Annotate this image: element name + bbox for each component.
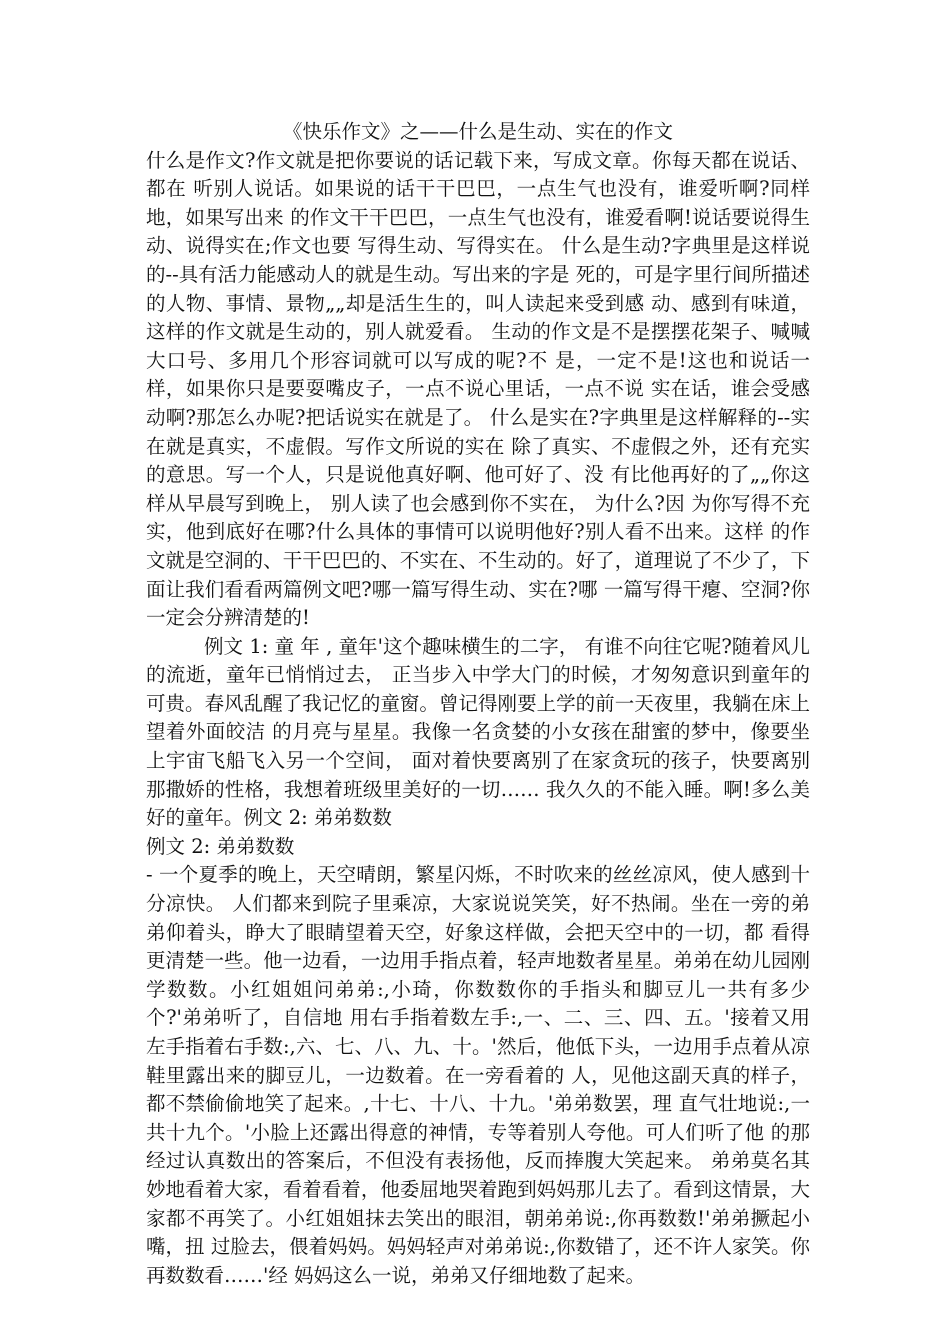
document-page: [146, 118, 810, 1290]
intro-paragraph: 什么是作文?作文就是把你要说的话记载下来，写成文章。你每天都在说话、都在 听别人说话。如果说的话干干巴巴，一点生气也没有，谁爱听啊?同样地，如果写出来 的作文干干巴巴，一点生气也没有，谁爱看啊!说话要说得生动、说得实在;作文也要 写得生动、写得实在。 什么是生动?字典里是这样说的--具有活力能感动人的就是生动。写出来的字是 死的，可是字里行间所描述的人物、事情、景物„„却是活生生的，叫人读起来受到感 动、感到有味道，这样的作文就是生动的，别人就爱看。 生动的作文是不是摆摆花架子、喊喊大口号、多用几个形容词就可以写成的呢?不 是，一定不是!这也和说话一样，如果你只是要耍嘴皮子，一点不说心里话，一点不说 实在话，谁会受感动啊?那怎么办呢?把话说实在就是了。 什么是实在?字典里是这样解释的--实在就是真实，不虚假。写作文所说的实在 除了真实、不虚假之外，还有充实的意思。写一个人，只是说他真好啊、他可好了、没 有比他再好的了„„你这样从早晨写到晚上， 别人读了也会感到你不实在， 为什么?因 为你写得不充实，他到底好在哪?什么具体的事情可以说明他好?别人看不出来。这样 的作文就是空洞的、干干巴巴的、不实在、不生动的。好了，道理说了不少了，下面让我们看看两篇例文吧?哪一篇写得生动、实在?哪 一篇写得干瘪、空洞?你一定会分辨清楚的!: [146, 148, 810, 630]
example-2-paragraph: - 一个夏季的晚上，天空晴朗，繁星闪烁，不时吹来的丝丝凉风，使人感到十分凉快。 人们都来到院子里乘凉，大家说说笑笑，好不热闹。坐在一旁的弟弟仰着头，睁大了眼睛望着天空，好象这样做，会把天空中的一切，都 看得更清楚一些。他一边看，一边用手指点着，轻声地数者星星。弟弟在幼儿园刚学数数。小红姐姐问弟弟:,小琦，你数数你的手指头和脚豆儿一共有多少个?'弟弟听了，自信地 用右手指着数左手:,一、二、三、四、五。'接着又用左手指着右手数:,六、七、八、九、十。'然后，他低下头，一边用手点着从凉鞋里露出来的脚豆儿，一边数着。在一旁看着的 人，见他这副天真的样子，都不禁偷偷地笑了起来。,十七、十八、十九。'弟弟数罢，理 直气壮地说:,一共十九个。'小脸上还露出得意的神情，专等着别人夸他。可人们听了他 的那经过认真数出的答案后，不但没有表扬他，反而捧腹大笑起来。 弟弟莫名其妙地看着大家，看着看着，他委屈地哭着跑到妈妈那儿去了。看到这情景，大家都不再笑了。小红姐姐抹去笑出的眼泪，朝弟弟说:,你再数数!'弟弟撅起小嘴，扭 过脸去，偎着妈妈。妈妈轻声对弟弟说:,你数错了，还不许人家笑。你再数数看……'经 妈妈这么一说，弟弟又仔细地数了起来。: [146, 863, 810, 1287]
document-title: 《快乐作文》之——什么是生动、实在的作文: [282, 120, 673, 143]
example-1-paragraph: 例文 1: 童 年 , 童年'这个趣味横生的二字， 有谁不向往它呢?随着风儿的流逝，童年已悄悄过去， 正当步入中学大门的时候，才匆匆意识到童年的可贵。春风乱醒了我记忆的童窗。曾记得刚要上学的前一天夜里，我躺在床上望着外面皎洁 的月亮与星星。我像一名贪婪的小女孩在甜蜜的梦中，像要坐上宇宙飞船飞入另一个空间， 面对着快要离别了在家贪玩的孩子，快要离别那撒娇的性格，我想着班级里美好的一切…… 我久久的不能入睡。啊!多么美好的童年。例文 2: 弟弟数数: [146, 634, 810, 830]
example-2-heading: 例文 2: 弟弟数数: [146, 834, 295, 858]
